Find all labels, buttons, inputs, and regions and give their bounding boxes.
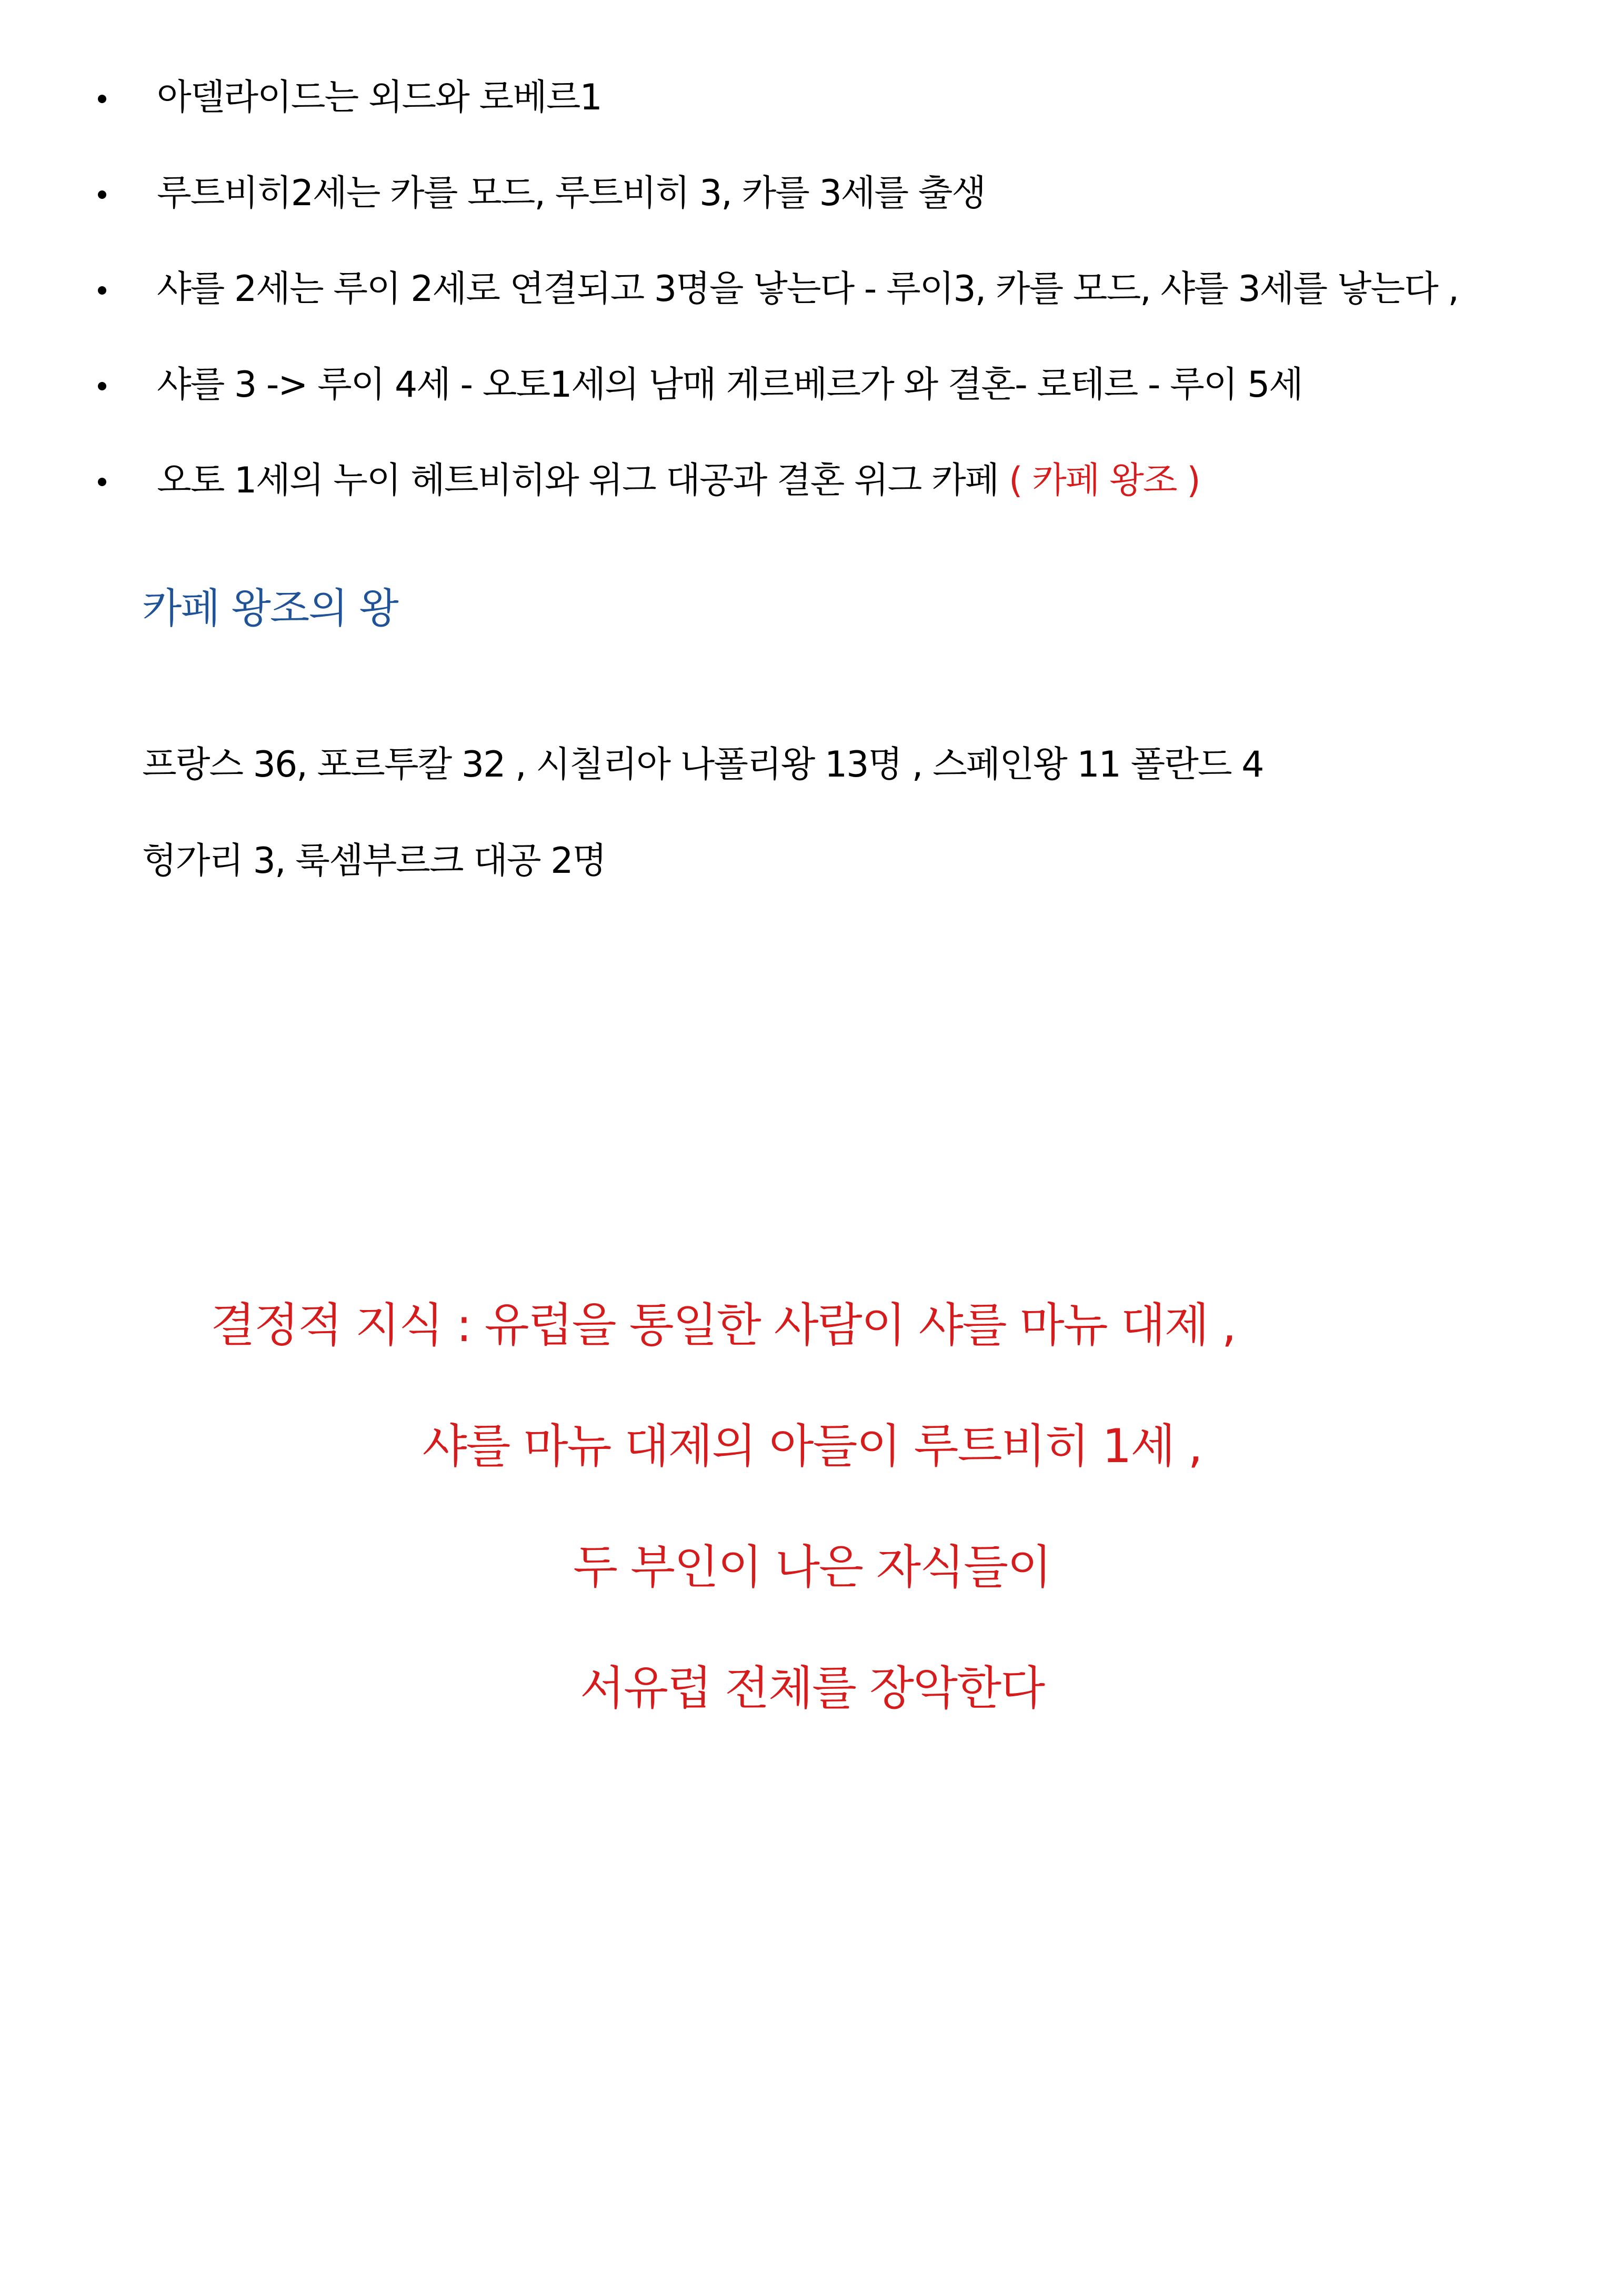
bullet-icon — [98, 478, 106, 486]
bullet-item — [0, 50, 1624, 146]
bullet-icon — [98, 382, 106, 390]
bullet-item — [0, 241, 1624, 337]
kings-count-line: 프랑스 36, 포르투칼 32 , 시칠리아 나폴리왕 13명 , 스페인왕 11 폴란드 4 — [142, 744, 1264, 786]
key-insight — [0, 1298, 1624, 1786]
bullet-text: 샤를 3 -> 루이 4세 - 오토1세의 남매 게르베르가 와 결혼- 로테르 - 루이 5세 — [157, 364, 1302, 406]
bullet-item — [0, 433, 1624, 529]
bullet-list — [0, 50, 1624, 529]
bullet-text: 샤를 2세는 루이 2세로 연결되고 3명을 낳는다 - 루이3, 카를 모드, 샤를 3세를 낳는다 , — [157, 268, 1458, 310]
bullet-item — [0, 146, 1624, 241]
bullet-text: 오토 1세의 누이 헤트비히와 위그 대공과 결혼 위그 카페 ( 카페 왕조 ) — [157, 460, 1200, 501]
kings-count-line: 헝가리 3, 룩셈부르크 대공 2명 — [142, 840, 606, 882]
insight-line: 결정적 지식 : 유럽을 통일한 사람이 샤를 마뉴 대제 , — [210, 1298, 1236, 1352]
insight-line: 샤를 마뉴 대제의 아들이 루트비히 1세 , — [422, 1419, 1202, 1473]
bullet-text: 루트비히2세는 카를 모드, 루트비히 3, 카를 3세를 출생 — [157, 173, 986, 214]
bullet-item — [0, 337, 1624, 433]
bullet-text: 아델라이드는 외드와 로베르1 — [157, 77, 602, 118]
section-heading: 카페 왕조의 왕 — [142, 585, 398, 632]
bullet-icon — [98, 190, 106, 199]
insight-line: 서유럽 전체를 장악한다 — [579, 1661, 1045, 1715]
insight-line: 두 부인이 나은 자식들이 — [573, 1540, 1051, 1594]
dynasty-highlight: ( 카페 왕조 ) — [1008, 460, 1200, 501]
bullet-icon — [98, 95, 106, 103]
bullet-icon — [98, 286, 106, 295]
